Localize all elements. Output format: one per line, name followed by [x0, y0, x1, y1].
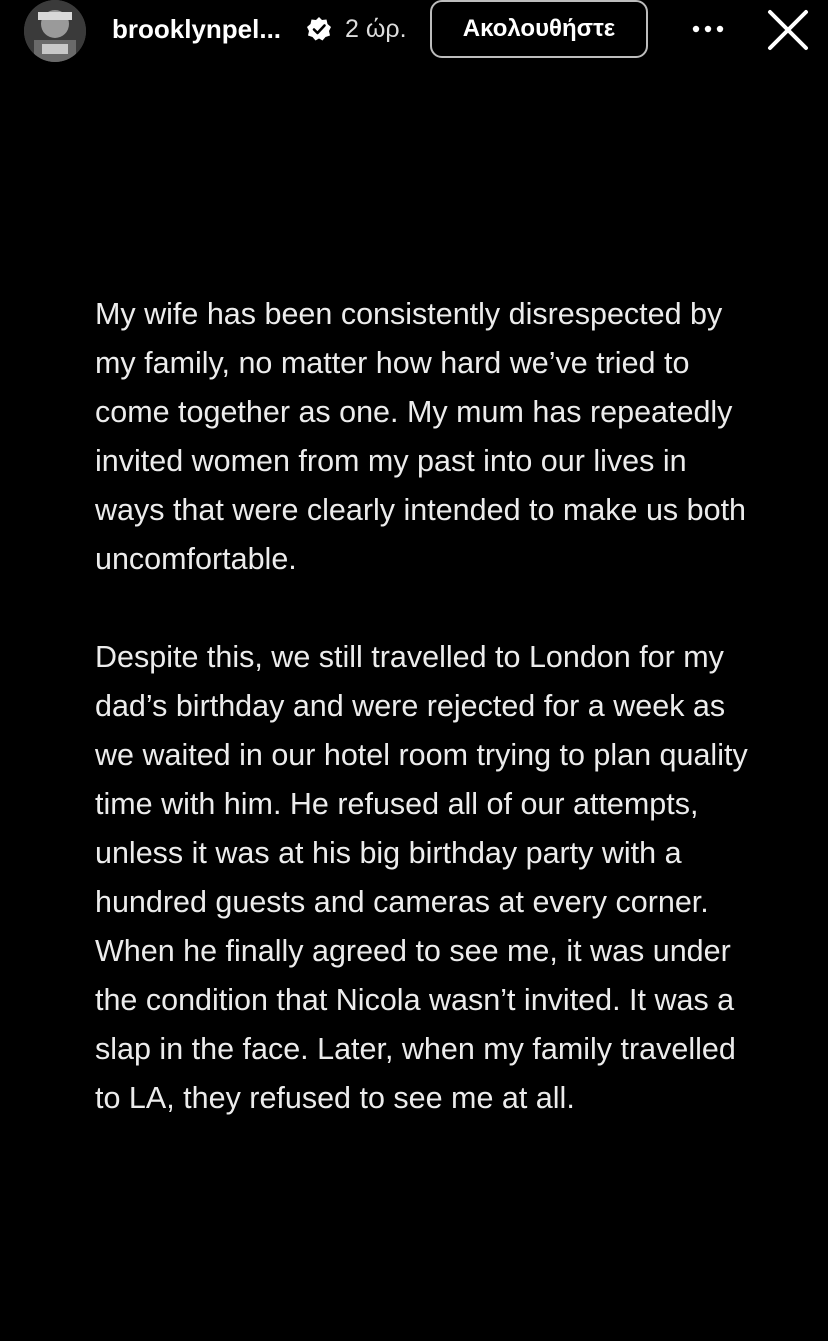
verified-badge-icon	[306, 16, 332, 42]
avatar-image	[24, 0, 86, 62]
story-header	[0, 0, 828, 64]
close-icon[interactable]	[766, 8, 810, 52]
story-paragraph: My wife has been consistently disrespected by my family, no matter how hard we’ve tried to come together as one. My mum has repeatedly invited women from my past into our lives in ways that were clearly intended to make us both uncomfortable.	[95, 297, 747, 576]
story-text-body	[95, 290, 755, 1123]
post-timestamp: 2 ώρ.	[345, 15, 407, 43]
story-paragraph: Despite this, we still travelled to London for my dad’s birthday and were rejected for a week as we waited in our hotel room trying to plan quality time with him. He refused all of our attempts, unless it was at his big birthday party with a hundred guests and cameras at every corner. When he finally agreed to see me, it was under the condition that Nicola wasn’t invited. It was a slap in the face. Later, when my family travelled to LA, they refused to see me at all.	[95, 640, 748, 1115]
more-options-icon[interactable]	[688, 14, 728, 44]
profile-avatar[interactable]	[24, 0, 86, 62]
username[interactable]: brooklynpel...	[112, 14, 282, 44]
follow-button[interactable]: Ακολουθήστε	[430, 0, 648, 58]
